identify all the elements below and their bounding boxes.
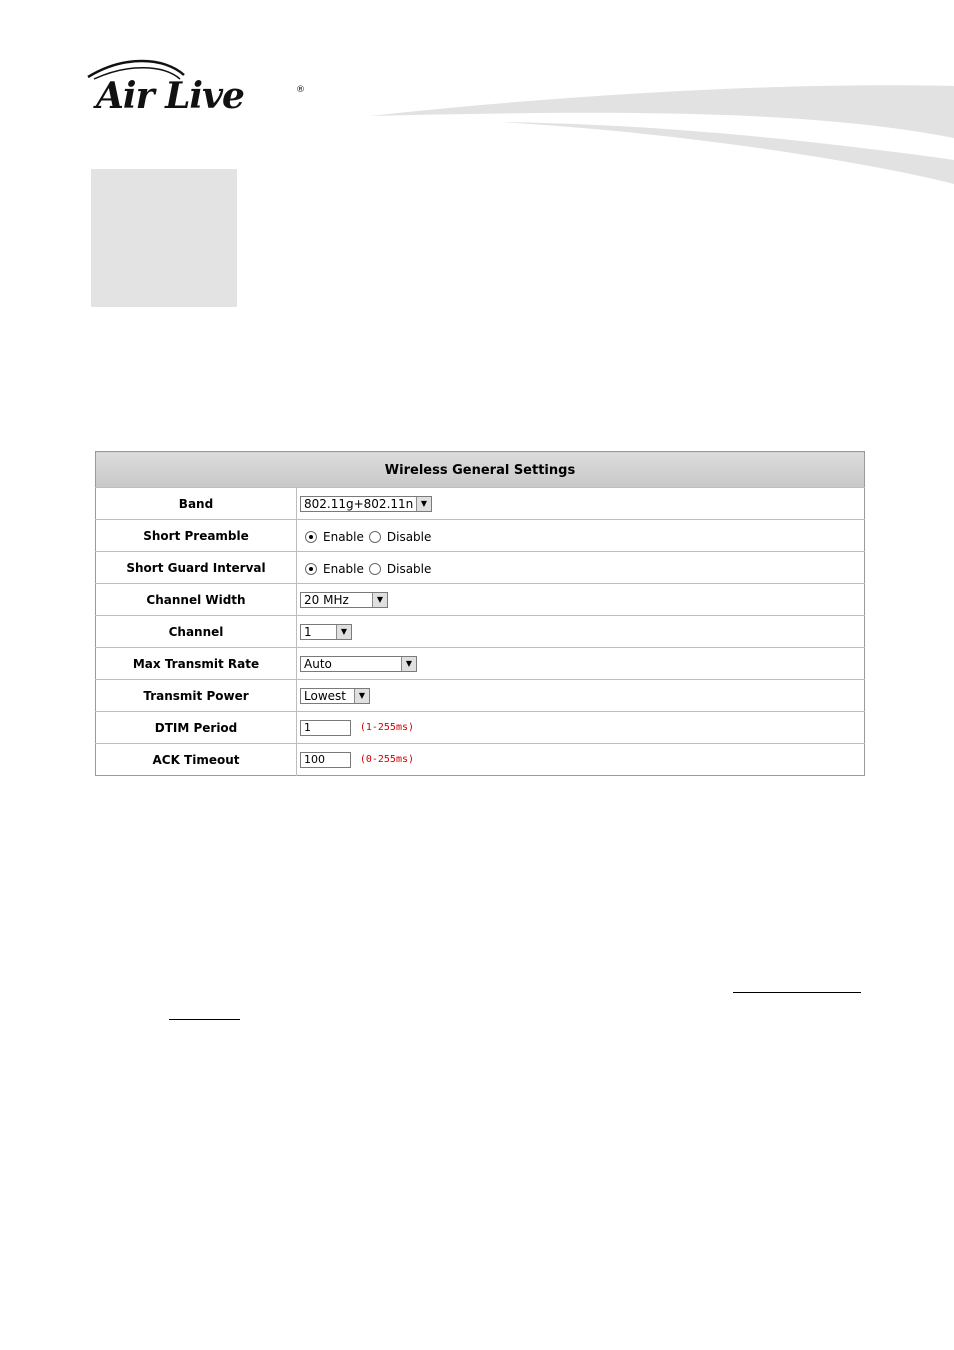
header-swoosh-icon [370,80,954,190]
dtim-period-input[interactable]: 1 [300,720,351,736]
short-preamble-disable-label: Disable [386,529,432,544]
band-select[interactable]: 802.11g+802.11n ▼ [300,496,432,512]
chevron-down-icon: ▼ [336,625,351,639]
max-transmit-rate-label: Max Transmit Rate [96,648,297,680]
max-transmit-rate-select[interactable]: Auto ▼ [300,656,417,672]
short-preamble-enable-radio[interactable] [305,531,317,543]
short-preamble-label: Short Preamble [96,520,297,552]
chevron-down-icon: ▼ [401,657,416,671]
short-guard-interval-disable-label: Disable [386,561,432,576]
ack-timeout-input[interactable]: 100 [300,752,351,768]
table-row [96,616,865,648]
short-guard-interval-enable-label: Enable [323,561,364,576]
transmit-power-label: Transmit Power [96,680,297,712]
dtim-period-label: DTIM Period [96,712,297,744]
chapter-box [91,169,237,307]
band-label: Band [96,488,297,520]
channel-select[interactable]: 1 ▼ [300,624,352,640]
short-guard-interval-disable-radio[interactable] [369,563,381,575]
logo-registered-mark: ® [296,85,305,95]
table-row [96,584,865,616]
chevron-down-icon: ▼ [372,593,387,607]
table-row [96,552,865,584]
short-guard-interval-label: Short Guard Interval [96,552,297,584]
table-title: Wireless General Settings [96,452,865,488]
short-preamble-disable-radio[interactable] [369,531,381,543]
logo-text: Air Live [96,75,244,117]
channel-width-select[interactable]: 20 MHz ▼ [300,592,388,608]
dtim-period-hint: (1-255ms) [359,722,415,733]
ack-timeout-hint: (0-255ms) [359,754,415,765]
chevron-down-icon: ▼ [354,689,369,703]
short-guard-interval-enable-radio[interactable] [305,563,317,575]
channel-label: Channel [96,616,297,648]
table-row [96,712,865,744]
transmit-power-select[interactable]: Lowest ▼ [300,688,370,704]
ack-timeout-label: ACK Timeout [96,744,297,776]
underline-divider [169,1019,240,1020]
table-row [96,520,865,552]
table-row [96,680,865,712]
chevron-down-icon: ▼ [416,497,431,511]
table-row [96,488,865,520]
table-row [96,744,865,776]
table-row [96,648,865,680]
channel-width-label: Channel Width [96,584,297,616]
wireless-general-settings-table [95,451,865,776]
underline-divider [733,992,861,993]
airlive-logo [84,55,314,130]
short-preamble-enable-label: Enable [323,529,364,544]
